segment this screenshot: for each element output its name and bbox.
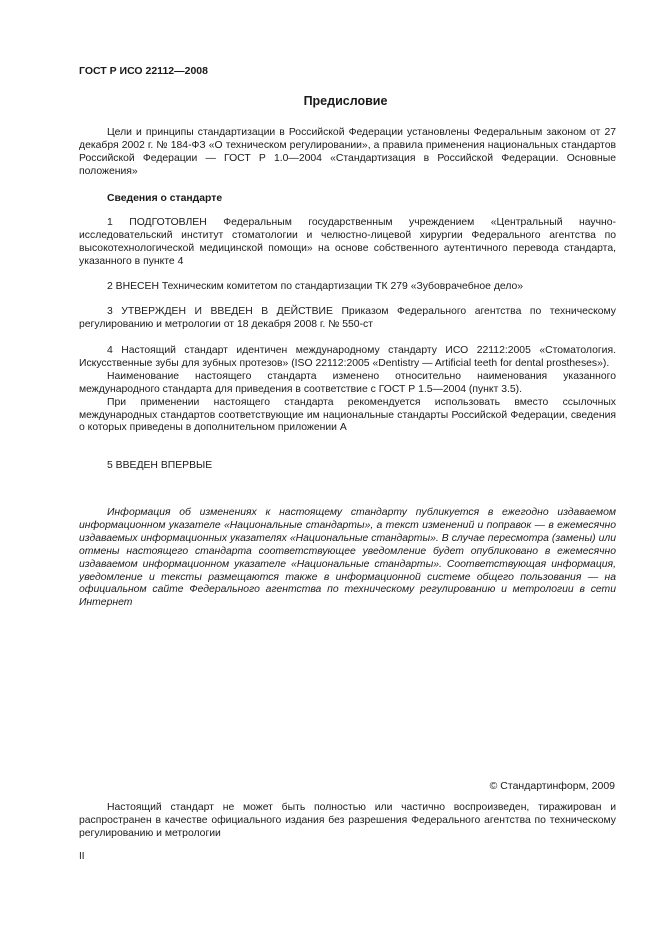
item-2	[79, 281, 616, 294]
item-3-text: 3 УТВЕРЖДЕН И ВВЕДЕН В ДЕЙСТВИЕ Приказом Федерального агентства по техническому регулированию и метрологии от 18 декабря 2008 г. № 550-ст	[79, 306, 616, 330]
item-4-extra-1: Наименование настоящего стандарта изменено относительно наименования указанного международного стандарта для приведения в соответствие с ГОСТ Р 1.5—2004 (пункт 3.5).	[79, 370, 616, 395]
intro-paragraph	[79, 127, 616, 179]
item-4	[79, 345, 616, 435]
section-heading: Сведения о стандарте	[107, 193, 223, 204]
item-4-extra-2: При применении настоящего стандарта рекомендуется использовать вместо ссылочных международных стандартов соответствующие им национальные стандарты Российской Федерации, сведения о которых приведены в дополнительном приложении А	[79, 396, 616, 434]
item-3	[79, 306, 616, 332]
document-header: ГОСТ Р ИСО 22112—2008	[79, 65, 208, 77]
reproduction-notice-text: Настоящий стандарт не может быть полностью или частично воспроизведен, тиражирован и распространен в качестве официального издания без разрешения Федерального агентства по техническому регулированию и метрологии	[79, 802, 616, 839]
page-title: Предисловие	[303, 94, 388, 108]
page-number: II	[79, 851, 85, 862]
item-2-text: 2 ВНЕСЕН Техническим комитетом по стандартизации ТК 279 «Зубоврачебное дело»	[107, 281, 524, 292]
item-1-text: 1 ПОДГОТОВЛЕН Федеральным государственным учреждением «Центральный научно-исследовательский институт стоматологии и челюстно-лицевой хирургии Федерального агентства по высокотехнологической медицинской помощи» на основе собственного аутентичного перевода стандарта, указанного в пункте 4	[79, 217, 616, 267]
publication-notice	[79, 507, 616, 610]
item-5	[79, 460, 616, 473]
copyright: © Стандартинформ, 2009	[489, 780, 615, 792]
item-4-text: 4 Настоящий стандарт идентичен международному стандарту ИСО 22112:2005 «Стоматология. Искусственные зубы для зубных протезов» (ISO 22112:2005 «Dentistry — Artificial teeth for dental prostheses»).	[79, 345, 616, 369]
reproduction-notice	[79, 802, 616, 841]
intro-text: Цели и принципы стандартизации в Российской Федерации установлены Федеральным законом от 27 декабря 2002 г. № 184-ФЗ «О техническом регулировании», а правила применения национальных стандартов Российской Федерации — ГОСТ Р 1.0—2004 «Стандартизация в Российской Федерации. Основные положения»	[79, 127, 616, 177]
publication-notice-text: Информация об изменениях к настоящему стандарту публикуется в ежегодно издаваемом информационном указателе «Национальные стандарты», а текст изменений и поправок — в ежемесячно издаваемых информационных указателях «Национальные стандарты». В случае пересмотра (замены) или отмены настоящего стандарта соответствующее уведомление будет опубликовано в ежемесячно издаваемом информационном указателе «Национальные стандарты». Соответствующая информация, уведомление и тексты размещаются также в информационной системе общего пользования — на официальном сайте Федерального агентства по техническому регулированию и метрологии в сети Интернет	[79, 507, 616, 609]
item-1	[79, 217, 616, 269]
item-5-text: 5 ВВЕДЕН ВПЕРВЫЕ	[107, 460, 213, 471]
